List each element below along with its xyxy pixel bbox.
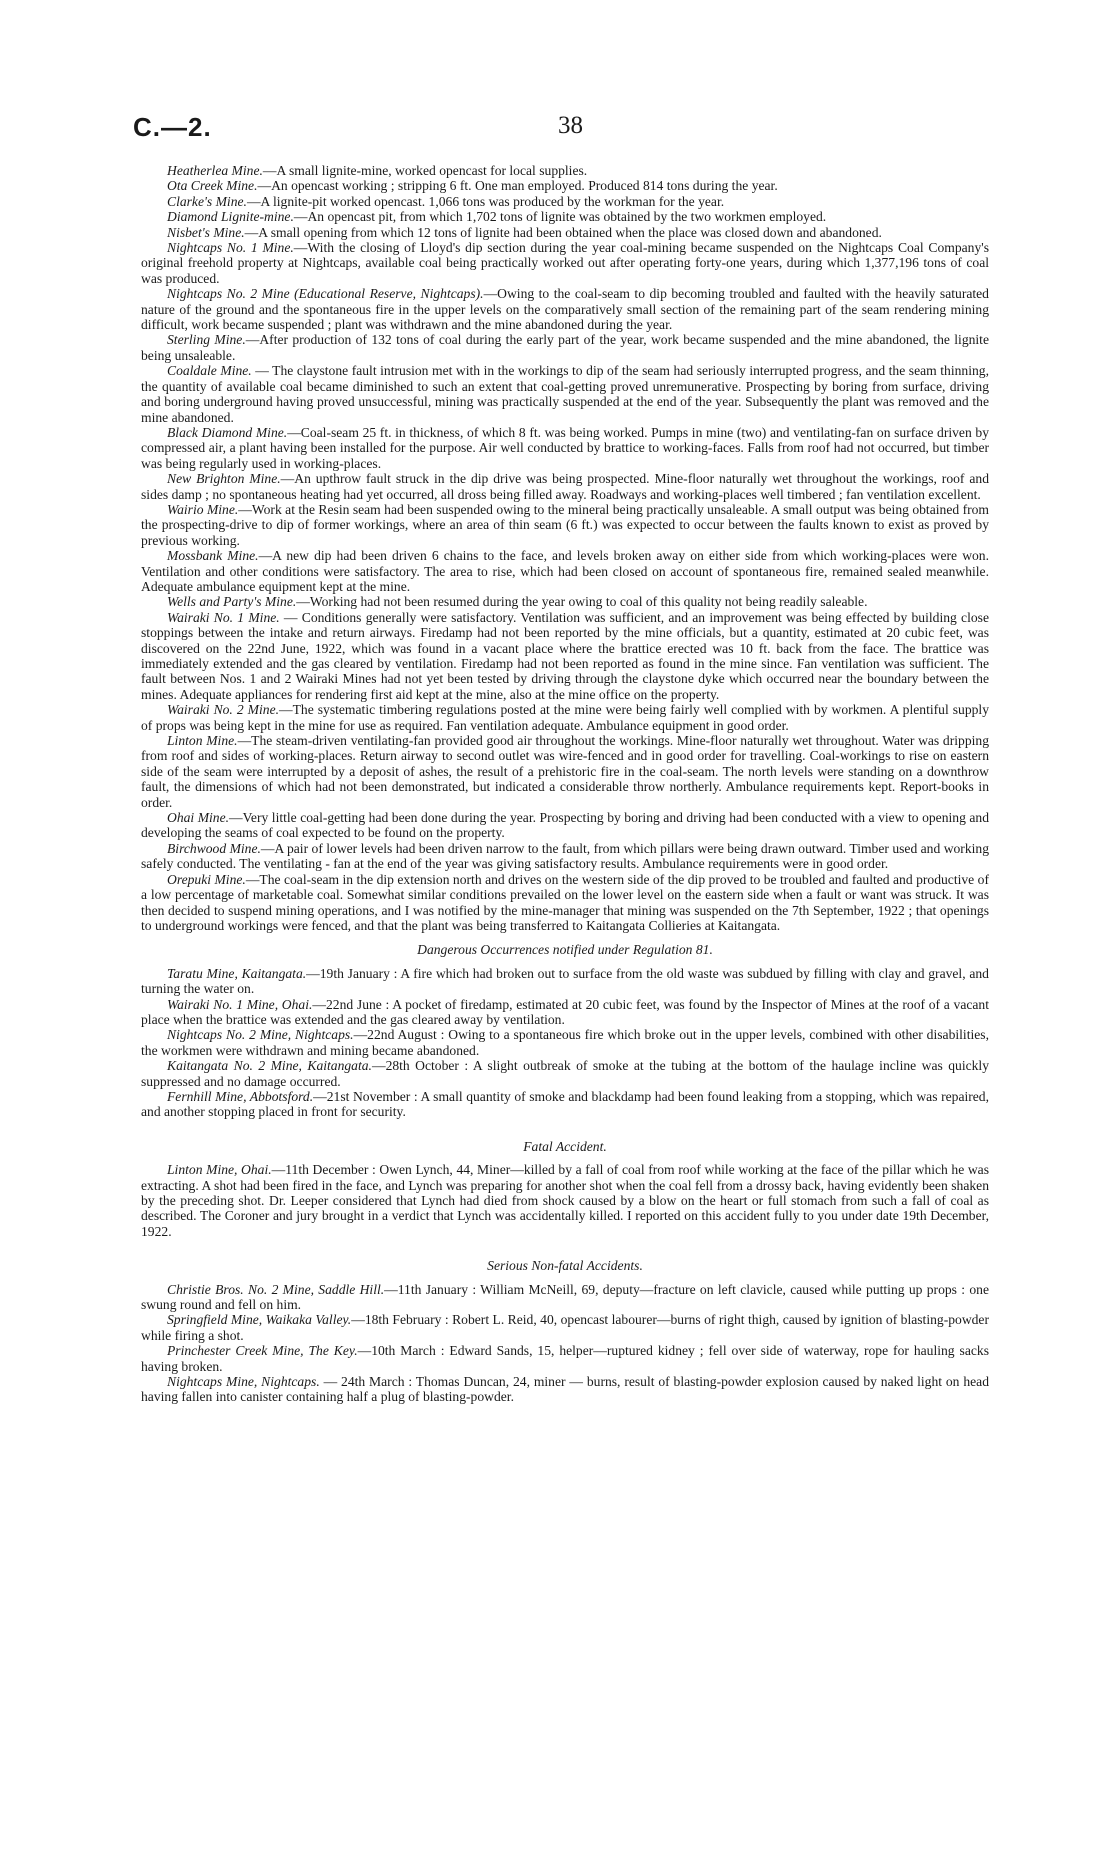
entry-title: Wairaki No. 1 Mine. — [167, 609, 280, 625]
entry-title: New Brighton Mine. — [167, 471, 281, 487]
mine-reports-section — [141, 163, 989, 933]
mine-report-paragraph — [141, 209, 989, 224]
occurrence-paragraph — [141, 997, 989, 1028]
entry-text: — 24th March : Thomas Duncan, 24, miner — burns, result of blasting-powder explosion caused by naked light on head having fallen into canister containing half a plug of blasting-powder. — [141, 1374, 989, 1405]
entry-text: —22nd August : Owing to a spontaneous fire which broke out in the upper levels, combined with other disabilities, the workmen were withdrawn and mining became abandoned. — [141, 1027, 989, 1058]
fatal-accident-heading: Fatal Accident. — [523, 1138, 607, 1154]
accident-paragraph — [141, 1343, 989, 1374]
entry-text: —A small lignite-mine, worked opencast for local supplies. — [262, 163, 588, 178]
mine-report-paragraph — [141, 872, 989, 934]
mine-report-paragraph — [141, 240, 989, 286]
entry-title: Sterling Mine. — [167, 332, 246, 348]
entry-text: —22nd June : A pocket of firedamp, estimated at 20 cubic feet, was found by the Inspector of Mines at the roof of a vacant place when the brattice was extended and the gas cleared away by ventilation. — [141, 996, 989, 1027]
mine-report-paragraph — [141, 363, 989, 425]
mine-report-paragraph — [141, 163, 989, 178]
entry-text: —Owing to the coal-seam to dip becoming troubled and faulted with the heavily saturated nature of the ground and the spontaneous fire in the upper levels on the comparatively small section of the remaining part of the seam rendering mining difficult, work became suspended ; plant was withdrawn and the mine abandoned during the year. — [141, 286, 989, 333]
entry-title: Ohai Mine. — [167, 810, 230, 826]
dangerous-occurrences-section — [141, 966, 989, 1120]
entry-text: —The steam-driven ventilating-fan provided good air throughout the workings. Mine-floor naturally wet throughout. Water was dripping from roof and sides of working-places. Return airway to second outlet was wire-fenced and in good order for travelling. Coal-workings to rise on eastern side of the seam were interrupted by a deposit of ashes, the result of a prehistoric fire in the coal-seam. The north levels were standing on a downthrow fault, the dimensions of which had not been demonstrated, but indicated a considerable throw northerly. Ambulance requirements kept. Report-books in order. — [141, 733, 989, 810]
entry-title: Diamond Lignite-mine. — [167, 209, 294, 225]
mine-report-paragraph — [141, 502, 989, 548]
entry-text: —Coal-seam 25 ft. in thickness, of which 8 ft. was being worked. Pumps in mine (two) and ventilating-fan on surface driven by compressed air, a plant having been installed for the purpose. Air well conducted by brattice to working-faces. Falls from roof had not occurred, but timber was being regularly used in working-places. — [141, 424, 990, 471]
entry-text: —A small opening from which 12 tons of lignite had been obtained when the place was closed down and abandoned. — [244, 224, 882, 240]
entry-text: —An upthrow fault struck in the dip drive was being prospected. Mine-floor naturally wet throughout the workings, roof and sides damp ; no spontaneous heating had yet occurred, all dross being filled away. Roadways and working-places well timbered ; fan ventilation excellent. — [141, 471, 989, 502]
entry-title: Linton Mine, Ohai. — [167, 1162, 272, 1178]
page-header — [133, 112, 983, 146]
entry-title: Linton Mine. — [167, 733, 238, 749]
entry-title: Nightcaps Mine, Nightcaps. — [167, 1374, 320, 1390]
entry-text: —A lignite-pit worked opencast. 1,066 tons was produced by the workman for the year. — [246, 193, 725, 209]
entry-text: —19th January : A fire which had broken out to surface from the old waste was subdued by filling with clay and gravel, and turning the water on. — [141, 965, 989, 997]
entry-title: Kaitangata No. 2 Mine, Kaitangata. — [167, 1058, 372, 1074]
entry-title: Clarke's Mine. — [167, 193, 247, 209]
mine-report-paragraph — [141, 810, 989, 841]
accident-paragraph — [141, 1374, 989, 1405]
mine-report-paragraph — [141, 610, 989, 702]
entry-text: —A pair of lower levels had been driven narrow to the fault, from which pillars were being drawn outward. Timber used and working safely conducted. The ventilating - fan at the end of the year was giving satisfactory results. Ambulance requirements were in good order. — [141, 840, 989, 872]
entry-text: —After production of 132 tons of coal during the early part of the year, work became suspended and the mine abandoned, the lignite being unsaleable. — [141, 332, 989, 363]
document-id: C.—2. — [133, 112, 212, 142]
entry-title: Ota Creek Mine. — [167, 178, 258, 194]
serious-accidents-heading: Serious Non-fatal Accidents. — [487, 1258, 643, 1274]
entry-text: —With the closing of Lloyd's dip section during the year coal-mining became suspended on the Nightcaps Coal Company's original freehold property at Nightcaps, available coal being practically worked out after operating forty-one years, during which 1,377,196 tons of coal was produced. — [141, 240, 989, 286]
page-number: 38 — [558, 112, 583, 139]
mine-report-paragraph — [141, 332, 989, 363]
entry-text: —Work at the Resin seam had been suspended owing to the mineral being practically unsaleable. A small output was being obtained from the prospecting-drive to dip of former workings, where an area of thin seam (6 ft.) was expected to occur between the faults known to exist as proved by previous working. — [141, 501, 989, 548]
entry-text: — Conditions generally were satisfactory. Ventilation was sufficient, and an improvement was being effected by building close stoppings between the intake and return airways. Firedamp had not been reported by the mine officials, but a quantity, estimated at 20 cubic feet, was discovered on the 22nd June, 1922, which was found in a vacant place where the brattice erected was 10 ft. back from the face. The brattice was immediately extended and the gas cleared by ventilation. Firedamp had not been reported as found in the mine since. Fan ventilation was sufficient. The fault between Nos. 1 and 2 Wairaki Mines had not yet been tested by driving through the claystone dyke which occurred near the boundary between the mines. Adequate appliances for rendering first aid kept at the mine, also at the mine office on the property. — [141, 609, 989, 702]
entry-title: Black Diamond Mine. — [167, 424, 288, 440]
entry-title: Birchwood Mine. — [167, 840, 261, 856]
mine-report-paragraph — [141, 286, 989, 332]
entry-text: — The claystone fault intrusion met with in the workings to dip of the seam had seriously interrupted progress, and the seam thinning, the quantity of available coal became diminished to such an extent that coal-getting proved unremunerative. Prospecting by boring from surface, driving and boring underground having proved unsuccessful, mining was practically suspended at the end of the year. Subsequently the plant was removed and the mine abandoned. — [141, 363, 989, 425]
entry-title: Nightcaps No. 1 Mine. — [167, 240, 294, 256]
entry-text: —21st November : A small quantity of smoke and blackdamp had been found leaking from a stopping, which was repaired, and another stopping placed in front for security. — [141, 1088, 990, 1120]
fatal-accident-section — [141, 1162, 989, 1239]
entry-title: Orepuki Mine. — [167, 871, 246, 887]
entry-title: Princhester Creek Mine, The Key. — [167, 1343, 358, 1359]
entry-text: —28th October : A slight outbreak of smoke at the tubing at the bottom of the haulage incline was quickly suppressed and no damage occurred. — [141, 1058, 989, 1089]
mine-report-paragraph — [141, 194, 989, 209]
entry-title: Nightcaps No. 2 Mine (Educational Reserve, Nightcaps). — [167, 286, 484, 302]
mine-report-paragraph — [141, 548, 989, 594]
mine-report-paragraph — [141, 733, 989, 810]
occurrence-paragraph — [141, 966, 989, 997]
entry-title: Mossbank Mine. — [167, 548, 259, 564]
entry-title: Wairaki No. 1 Mine, Ohai. — [167, 996, 313, 1012]
occurrence-paragraph — [141, 1027, 989, 1058]
entry-text: —11th December : Owen Lynch, 44, Miner—killed by a fall of coal from roof while working at the face of the pillar which he was extracting. A shot had been fired in the face, and Lynch was preparing for another shot when the coal fell from a drossy back, having evidently been shaken by the preceding shot. Dr. Leeper considered that Lynch had died from shock caused by a blow on the heart or full stomach from such a fall of coal as described. The Coroner and jury brought in a verdict that Lynch was accidentally killed. I reported on this accident fully to you under date 19th December, 1922. — [141, 1162, 989, 1239]
mine-report-paragraph — [141, 594, 989, 609]
entry-title: Nightcaps No. 2 Mine, Nightcaps. — [167, 1027, 354, 1043]
mine-report-paragraph — [141, 425, 989, 471]
entry-title: Springfield Mine, Waikaka Valley. — [167, 1312, 352, 1328]
occurrence-paragraph — [141, 1058, 989, 1089]
entry-title: Coaldale Mine. — [167, 363, 252, 379]
entry-text: —18th February : Robert L. Reid, 40, opencast labourer—burns of right thigh, caused by ignition of blasting-powder while firing a shot. — [141, 1312, 989, 1343]
entry-text: —An opencast working ; stripping 6 ft. One man employed. Produced 814 tons during the year. — [257, 178, 778, 194]
report-body — [141, 163, 989, 1405]
mine-report-paragraph — [141, 178, 989, 193]
mine-report-paragraph — [141, 702, 989, 733]
entry-title: Wells and Party's Mine. — [167, 594, 297, 610]
entry-text: —An opencast pit, from which 1,702 tons of lignite was obtained by the two workmen employed. — [293, 209, 827, 225]
mine-report-paragraph — [141, 841, 989, 872]
entry-text: —10th March : Edward Sands, 15, helper—ruptured kidney ; fell over side of waterway, rope for hauling sacks having broken. — [141, 1343, 989, 1374]
entry-title: Nisbet's Mine. — [167, 224, 245, 240]
entry-text: —A new dip had been driven 6 chains to the face, and levels broken away on either side from which working-places were won. Ventilation and other conditions were satisfactory. The area to rise, which had been closed on account of spontaneous fire, remained sealed meanwhile. Adequate ambulance equipment kept at the mine. — [141, 548, 989, 594]
entry-title: Fernhill Mine, Abbotsford. — [167, 1088, 314, 1104]
occurrence-paragraph — [141, 1089, 989, 1120]
entry-text: —Very little coal-getting had been done during the year. Prospecting by boring and driving had been conducted with a view to opening and developing the seams of coal expected to be found on the property. — [141, 810, 989, 841]
entry-text: —The systematic timbering regulations posted at the mine were being fairly well complied with by workmen. A plentiful supply of props was being kept in the mine for use as required. Fan ventilation adequate. Ambulance equipment in good order. — [141, 702, 989, 733]
accident-paragraph — [141, 1312, 989, 1343]
accident-paragraph — [141, 1282, 989, 1313]
entry-title: Taratu Mine, Kaitangata. — [167, 965, 307, 981]
fatal-accident-paragraph — [141, 1162, 989, 1239]
entry-text: —11th January : William McNeill, 69, deputy—fracture on left clavicle, caused while putting up props : one swung round and fell on him. — [141, 1281, 989, 1313]
mine-report-paragraph — [141, 471, 989, 502]
entry-title: Christie Bros. No. 2 Mine, Saddle Hill. — [167, 1281, 385, 1297]
entry-text: —The coal-seam in the dip extension north and drives on the western side of the dip proved to be troubled and faulted and productive of a low percentage of marketable coal. Somewhat similar conditions prevailed on the lower level on the eastern side when a fault or want was struck. It was then decided to suspend mining operations, and I was notified by the mine-manager that mining was suspended on the 7th September, 1922 ; that openings to underground workings were fenced, and that the plant was being transferred to Kaitangata Collieries at Kaitangata. — [141, 871, 989, 933]
entry-title: Wairaki No. 2 Mine. — [167, 702, 279, 718]
entry-text: —Working had not been resumed during the year owing to coal of this quality not being readily saleable. — [296, 594, 868, 610]
mine-report-paragraph — [141, 225, 989, 240]
entry-title: Heatherlea Mine. — [167, 163, 263, 178]
entry-title: Wairio Mine. — [167, 501, 239, 517]
dangerous-occurrences-heading: Dangerous Occurrences notified under Regulation 81. — [417, 942, 713, 958]
serious-accidents-section — [141, 1282, 989, 1405]
